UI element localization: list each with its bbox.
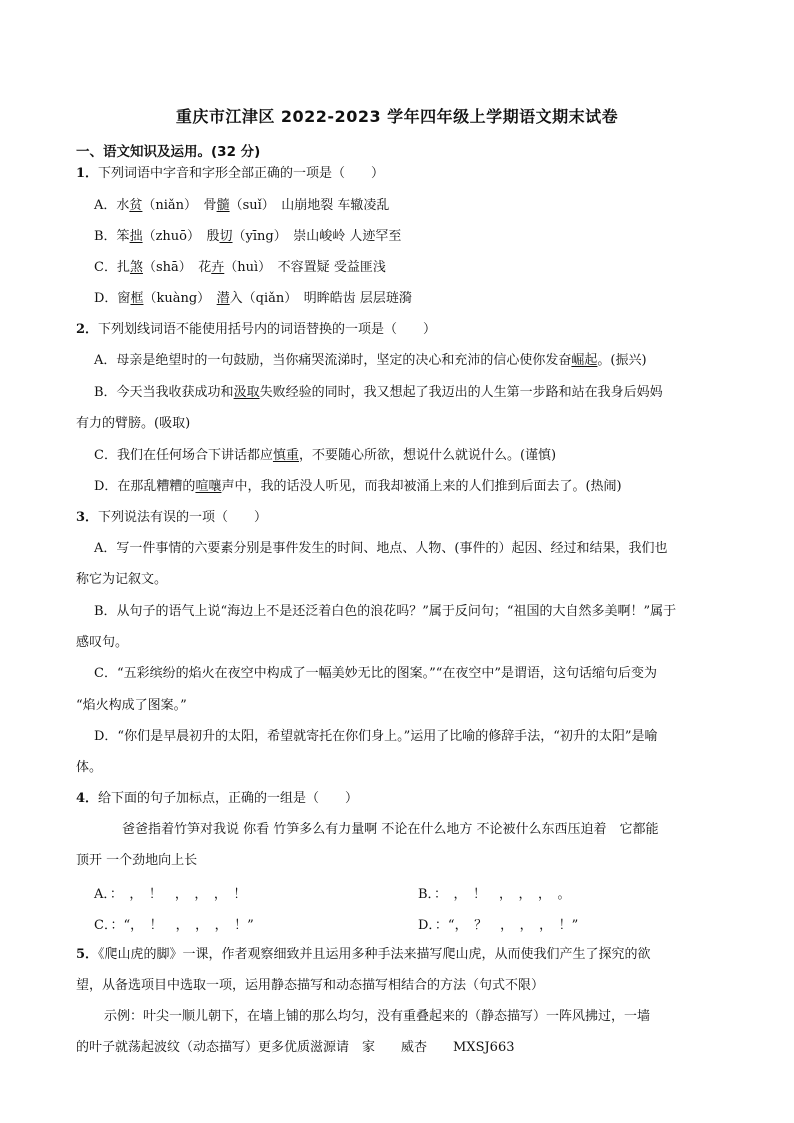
underlined-char: 煞 xyxy=(129,260,143,275)
text: D．在那乱糟糟的 xyxy=(94,479,196,494)
question-stem: 下列说法有误的一项（ ） xyxy=(98,510,268,525)
underlined-char: 切 xyxy=(219,229,233,244)
q5-example-cont: 的叶子就荡起波纹（动态描写）更多优质滋源请 家 威杏 MXSJ663 xyxy=(76,1040,515,1055)
q1-option-b xyxy=(94,228,401,246)
question-2 xyxy=(76,321,436,339)
text: （niǎn） 骨 xyxy=(142,198,217,213)
q2-option-b xyxy=(94,384,663,402)
text: 。(振兴) xyxy=(597,353,647,368)
text: 失败经验的同时，我又想起了我迈出的人生第一步路和站在我身后妈妈 xyxy=(259,385,663,400)
q2-option-b-cont: 有力的臂膀。(吸取) xyxy=(76,416,191,431)
q3-option-b: B．从句子的语气上说“海边上不是还泛着白色的浪花吗？”属于反问句；“祖国的大自然多美啊！”属于 xyxy=(94,604,677,619)
question-1 xyxy=(76,165,384,183)
text: 声中，我的话没人听见，而我却被涌上来的人们推到后面去了。(热闹) xyxy=(221,479,622,494)
underlined-word: 喧嚷 xyxy=(195,479,222,494)
question-5-cont: 望，从备选项目中选取一项，运用静态描写和动态描写相结合的方法（句式不限） xyxy=(76,978,545,993)
text: （suǐ） 山崩地裂 车辙凌乱 xyxy=(229,198,390,213)
q4-sentence: 爸爸指着竹笋对我说 你看 竹笋多么有力量啊 不论在什么地方 不论被什么东西压迫着 它都能 xyxy=(122,822,659,837)
text: C．扎 xyxy=(94,260,130,275)
q1-option-c xyxy=(94,259,386,277)
question-number: 3． xyxy=(76,510,99,525)
text: A．母亲是绝望时的一句鼓励，当你痛哭流涕时，坚定的决心和充沛的信心使你发奋 xyxy=(94,353,572,368)
underlined-char: 髓 xyxy=(216,198,230,213)
question-stem: 下列词语中字音和字形全部正确的一项是（ ） xyxy=(98,166,385,181)
q4-option-c: C．：“， ！ ， ， ， ！” xyxy=(94,918,254,933)
q4-option-b: B．： ， ！ ， ， ， 。 xyxy=(418,887,571,902)
q4-option-d: D．：“， ？ ， ， ， ！” xyxy=(418,918,579,933)
q3-option-a-cont: 称它为记叙文。 xyxy=(76,572,168,587)
underlined-word: 汲取 xyxy=(233,385,260,400)
question-stem: 下列划线词语不能使用括号内的词语替换的一项是（ ） xyxy=(98,322,437,337)
underlined-word: 崛起 xyxy=(571,353,598,368)
underlined-char: 拙 xyxy=(129,229,143,244)
text: ，不要随心所欲，想说什么就说什么。(谨慎) xyxy=(298,448,557,463)
q5-example: 示例：叶尖一顺儿朝下，在墙上铺的那么均匀，没有重叠起来的（静态描写）一阵风拂过，一墙 xyxy=(104,1009,651,1024)
question-number: 5． xyxy=(76,947,99,962)
text: （zhuō） 殷 xyxy=(142,229,220,244)
question-stem: 《爬山虎的脚》一课，作者观察细致并且运用多种手法来描写爬山虎，从而使我们产生了探究的欲 xyxy=(98,947,651,962)
question-4 xyxy=(76,790,358,808)
text: A．水 xyxy=(94,198,130,213)
underlined-char: 贫 xyxy=(129,198,143,213)
q1-option-d xyxy=(94,290,412,308)
q3-option-c-cont: “焰火构成了图案。” xyxy=(76,698,187,713)
q4-option-a: A．： ， ！ ， ， ， ！ xyxy=(94,887,247,902)
text: B．今天当我收获成功和 xyxy=(94,385,234,400)
underlined-char: 框 xyxy=(130,291,144,306)
question-number: 1． xyxy=(76,166,99,181)
text: （huì） 不容置疑 受益匪浅 xyxy=(224,260,386,275)
q3-option-b-cont: 感叹句。 xyxy=(76,635,129,650)
exam-title: 重庆市江津区 2022-2023 学年四年级上学期语文期末试卷 xyxy=(175,107,619,126)
q3-option-d: D．“你们是早晨初升的太阳，希望就寄托在你们身上。”运用了比喻的修辞手法，“初升的太阳”是喻 xyxy=(94,729,658,744)
underlined-word: 慎重 xyxy=(272,448,299,463)
q2-option-c xyxy=(94,447,556,465)
q2-option-a xyxy=(94,352,647,370)
text: C．我们在任何场合下讲话都应 xyxy=(94,448,273,463)
question-number: 4． xyxy=(76,791,99,806)
text: （yīng） 崇山峻岭 人迹罕至 xyxy=(232,229,402,244)
text: （kuàng） xyxy=(143,291,217,306)
underlined-char: 卉 xyxy=(211,260,225,275)
text: B．笨 xyxy=(94,229,130,244)
question-stem: 给下面的句子加标点，正确的一组是（ ） xyxy=(98,791,359,806)
question-number: 2． xyxy=(76,322,99,337)
q3-option-d-cont: 体。 xyxy=(76,760,103,775)
underlined-char: 潜 xyxy=(216,291,230,306)
text: D．窗 xyxy=(94,291,131,306)
q1-option-a xyxy=(94,197,389,215)
q2-option-d xyxy=(94,478,622,496)
question-3 xyxy=(76,509,267,527)
question-5 xyxy=(76,946,651,964)
text: 入（qiǎn） 明眸皓齿 层层琏漪 xyxy=(229,291,412,306)
section-heading: 一、语文知识及运用。(32 分) xyxy=(76,144,261,160)
q3-option-a: A．写一件事情的六要素分别是事件发生的时间、地点、人物、(事件的）起因、经过和结果，我们也 xyxy=(94,541,668,556)
text: （shā） 花 xyxy=(142,260,212,275)
q3-option-c: C．“五彩缤纷的焰火在夜空中构成了一幅美妙无比的图案。”“在夜空中”是谓语，这句话缩句后变为 xyxy=(94,666,658,681)
q4-sentence-cont: 顶开 一个劲地向上长 xyxy=(76,853,198,868)
